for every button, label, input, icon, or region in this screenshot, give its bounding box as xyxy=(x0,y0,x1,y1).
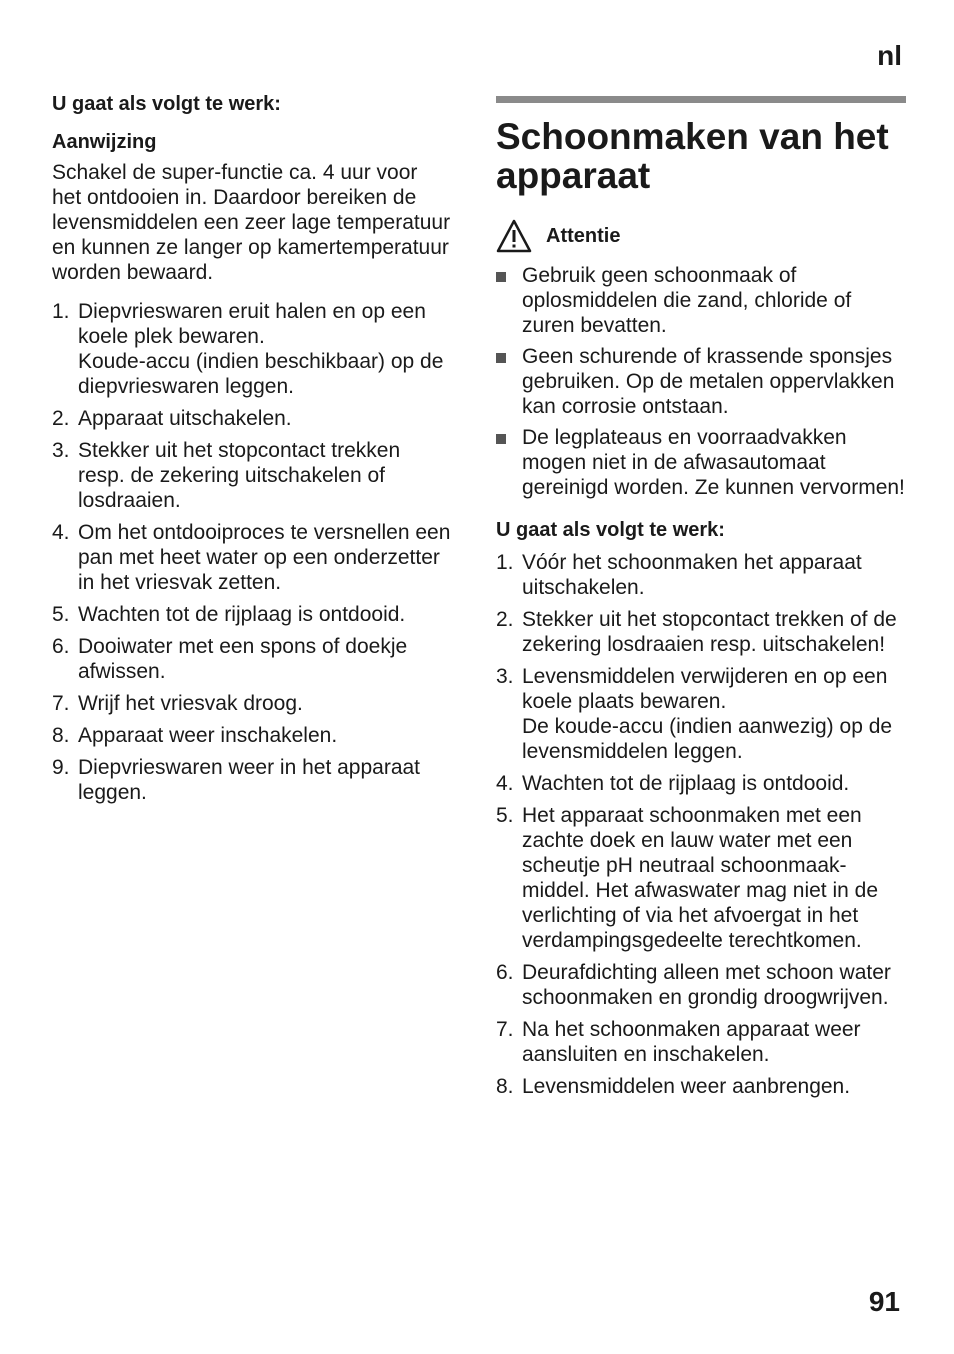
step-item xyxy=(52,634,452,684)
warning-triangle-icon xyxy=(496,219,532,253)
step-item xyxy=(52,406,452,431)
step-text: Dooiwater met een spons of doekje afwissen. xyxy=(78,635,408,683)
step-item xyxy=(52,691,452,716)
procedure-heading: U gaat als volgt te werk: xyxy=(52,93,281,115)
step-number: 4. xyxy=(496,772,514,795)
step-item xyxy=(52,438,452,513)
step-number: 7. xyxy=(52,692,70,715)
step-text: Levensmiddelen verwijderen en op een koele plaats bewaren. De koude-accu (indien aanwezig) op de levensmiddelen leggen. xyxy=(522,665,893,763)
square-bullet-icon xyxy=(496,425,522,500)
procedure-heading-right: U gaat als volgt te werk: xyxy=(496,519,725,541)
step-text: Deurafdichting alleen met schoon water schoonmaken en grondig droogwrijven. xyxy=(522,961,891,1009)
step-text: Stekker uit het stopcontact trekken resp. de zekering uitschakelen of losdraaien. xyxy=(78,439,401,512)
step-text: Stekker uit het stopcontact trekken of de zekering losdraaien resp. uitschakelen! xyxy=(522,608,897,656)
step-number: 9. xyxy=(52,756,70,779)
step-item xyxy=(496,1017,906,1067)
section-rule xyxy=(496,96,906,103)
step-text: Diepvrieswaren eruit halen en op een koele plek bewaren. Koude-accu (indien beschikbaar) op de diepvrieswaren leggen. xyxy=(78,300,444,398)
left-column xyxy=(52,92,452,812)
right-column xyxy=(496,96,906,1106)
step-number: 1. xyxy=(496,551,514,574)
square-bullet-icon xyxy=(496,263,522,338)
section-title: Schoonmaken van het apparaat xyxy=(496,116,889,196)
square-bullet-icon xyxy=(496,344,522,419)
note-text: Schakel de super-functie ca. 4 uur voor het ontdooien in. Daardoor bereiken de levensmiddelen een zeer lage temperatuur en kunnen ze langer op kamertemperatuur worden bewaard. xyxy=(52,161,451,284)
step-item xyxy=(496,550,906,600)
step-text: Wachten tot de rijplaag is ontdooid. xyxy=(522,772,850,795)
step-item xyxy=(52,520,452,595)
step-item xyxy=(52,299,452,399)
step-text: Na het schoonmaken apparaat weer aansluiten en inschakelen. xyxy=(522,1018,861,1066)
step-item xyxy=(496,664,906,764)
step-number: 1. xyxy=(52,300,70,323)
attention-bullets xyxy=(496,263,906,500)
step-number: 2. xyxy=(496,608,514,631)
step-text: Apparaat uitschakelen. xyxy=(78,407,292,430)
cleaning-steps-list xyxy=(496,550,906,1099)
step-item xyxy=(496,1074,906,1099)
step-item xyxy=(52,723,452,748)
attention-row xyxy=(496,219,906,253)
step-text: Apparaat weer inschakelen. xyxy=(78,724,338,747)
step-number: 6. xyxy=(52,635,70,658)
step-item xyxy=(496,607,906,657)
step-number: 5. xyxy=(52,603,70,626)
step-number: 3. xyxy=(52,439,70,462)
step-text: Wrijf het vriesvak droog. xyxy=(78,692,303,715)
step-item xyxy=(496,960,906,1010)
step-number: 5. xyxy=(496,804,514,827)
step-number: 6. xyxy=(496,961,514,984)
bullet-text: Gebruik geen schoonmaak of oplosmiddelen die zand, chloride of zuren bevatten. xyxy=(522,264,852,337)
language-code: nl xyxy=(877,40,902,71)
step-text: Diepvrieswaren weer in het apparaat leggen. xyxy=(78,756,421,804)
step-number: 8. xyxy=(52,724,70,747)
step-text: Vóór het schoonmaken het apparaat uitschakelen. xyxy=(522,551,862,599)
step-number: 3. xyxy=(496,665,514,688)
bullet-item xyxy=(496,263,906,338)
step-item xyxy=(496,771,906,796)
bullet-item xyxy=(496,344,906,419)
step-item xyxy=(496,803,906,953)
step-text: Levensmiddelen weer aanbrengen. xyxy=(522,1075,851,1098)
step-number: 2. xyxy=(52,407,70,430)
bullet-item xyxy=(496,425,906,500)
step-text: Om het ontdooiproces te versnellen een pan met heet water op een onderzetter in het vriesvak zetten. xyxy=(78,521,451,594)
bullet-text: De legplateaus en voorraadvakken mogen niet in de afwasautomaat gereinigd worden. Ze kunnen vervormen! xyxy=(522,426,905,499)
step-number: 4. xyxy=(52,521,70,544)
step-text: Wachten tot de rijplaag is ontdooid. xyxy=(78,603,406,626)
defrost-steps-list xyxy=(52,299,452,805)
note-title: Aanwijzing xyxy=(52,131,157,153)
step-text: Het apparaat schoonmaken met een zachte doek en lauw water met een scheutje pH neutraal schoonmaakmiddel. Het afwaswater mag niet in de verlichting of via het afvoergat in het verdampingsgedeelte terechtkomen. xyxy=(522,804,879,952)
attention-label: Attentie xyxy=(546,224,621,247)
step-number: 7. xyxy=(496,1018,514,1041)
bullet-text: Geen schurende of krassende sponsjes gebruiken. Op de metalen oppervlakken kan corrosie ontstaan. xyxy=(522,345,895,418)
step-item xyxy=(52,755,452,805)
step-item xyxy=(52,602,452,627)
step-number: 8. xyxy=(496,1075,514,1098)
page-number: 91 xyxy=(868,1286,900,1317)
